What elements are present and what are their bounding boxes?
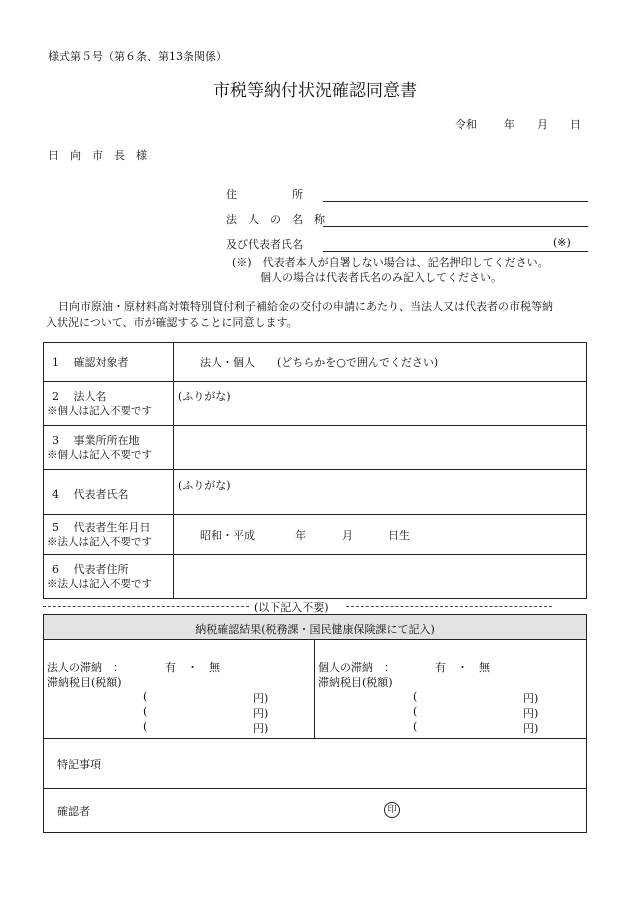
rep-name-label: 及び代表者氏名: [226, 238, 303, 251]
remarks-label: 特記事項: [57, 758, 101, 771]
corp-yen: 円): [253, 707, 269, 720]
indiv-yen: 円): [523, 722, 539, 735]
addressee: 日 向 市 長 様: [48, 149, 147, 162]
row2-label: 2 法人名: [52, 390, 107, 403]
indiv-yen: 円): [523, 692, 539, 705]
rep-mark: (※): [553, 236, 571, 249]
note-2: 個人の場合は代表者氏名のみ記入してください。: [260, 271, 502, 284]
dashed-divider-left: [43, 606, 249, 607]
corp-delinquency-label: 法人の滞納 ：: [47, 661, 124, 674]
address-label: 住 所: [226, 188, 303, 201]
result-row-divider: [43, 788, 587, 789]
indiv-yen: 円): [523, 707, 539, 720]
row6-label: 6 代表者住所: [52, 563, 129, 576]
date-month: 月: [537, 118, 548, 131]
row4-value[interactable]: (ふりがな): [178, 479, 231, 492]
corp-name-input-line[interactable]: [323, 226, 588, 227]
indiv-paren: (: [413, 705, 418, 718]
note-1: (※) 代表者本人が自署しない場合は、記名押印してください。: [232, 256, 549, 269]
corp-name-label: 法 人 の 名 称: [226, 213, 325, 226]
confirmer-label: 確認者: [57, 805, 90, 818]
seal-mark-icon: 印: [384, 802, 400, 818]
indiv-paren: (: [413, 690, 418, 703]
table-row-divider: [43, 425, 587, 426]
row5-day: 日生: [388, 529, 410, 542]
table-row-divider: [43, 469, 587, 470]
row1-label: 1 確認対象者: [52, 356, 129, 369]
row5-era[interactable]: 昭和・平成: [200, 529, 255, 542]
corp-paren: (: [143, 720, 148, 733]
corp-paren: (: [143, 690, 148, 703]
corp-yen: 円): [253, 722, 269, 735]
page-title: 市税等納付状況確認同意書: [213, 81, 417, 101]
row3-label: 3 事業所所在地: [52, 434, 140, 447]
indiv-paren: (: [413, 720, 418, 733]
form-number: 様式第５号（第６条、第13条関係）: [48, 50, 227, 63]
row5-sub: ※法人は記入不要です: [47, 536, 152, 548]
row1-value[interactable]: 法人・個人 (どちらかを○で囲んでください): [200, 356, 439, 369]
row6-sub: ※法人は記入不要です: [47, 578, 152, 590]
table-row-divider: [43, 514, 587, 515]
address-input-line[interactable]: [323, 201, 588, 202]
corp-delinquency-options[interactable]: 有 ・ 無: [165, 661, 220, 674]
corp-amount-label: 滞納税目(税額): [47, 676, 122, 689]
table-row-divider: [43, 554, 587, 555]
row3-value[interactable]: [178, 428, 583, 466]
row4-label: 4 代表者氏名: [52, 488, 129, 501]
row5-label: 5 代表者生年月日: [52, 521, 151, 534]
row3-sub: ※個人は記入不要です: [47, 449, 152, 461]
corp-paren: (: [143, 705, 148, 718]
date-day: 日: [570, 118, 581, 131]
row2-sub: ※個人は記入不要です: [47, 405, 152, 417]
row2-value[interactable]: (ふりがな): [178, 390, 231, 403]
indiv-delinquency-label: 個人の滞納 ：: [318, 661, 395, 674]
rep-name-input-line[interactable]: [323, 251, 588, 252]
date-year: 年: [504, 118, 515, 131]
row5-month: 月: [342, 529, 353, 542]
result-column-divider: [314, 640, 315, 738]
table-row-divider: [43, 381, 587, 382]
row5-year: 年: [295, 529, 306, 542]
row6-value[interactable]: [178, 558, 583, 596]
indiv-amount-label: 滞納税目(税額): [318, 676, 393, 689]
indiv-delinquency-options[interactable]: 有 ・ 無: [435, 661, 490, 674]
body-text-2: 入状況について、市が確認することに同意します。: [46, 316, 298, 329]
body-text-1: 日向市原油・原材料高対策特別貸付利子補給金の交付の申請にあたり、当法人又は代表者の市税等納: [58, 300, 553, 313]
result-row-divider: [43, 738, 587, 739]
result-header: 納税確認結果(税務課・国民健康保険課にて記入): [195, 623, 435, 636]
divider-text: (以下記入不要): [254, 601, 329, 614]
dashed-divider-right: [346, 606, 552, 607]
result-table: [43, 614, 587, 833]
date-era: 令和: [455, 118, 477, 131]
corp-yen: 円): [253, 692, 269, 705]
